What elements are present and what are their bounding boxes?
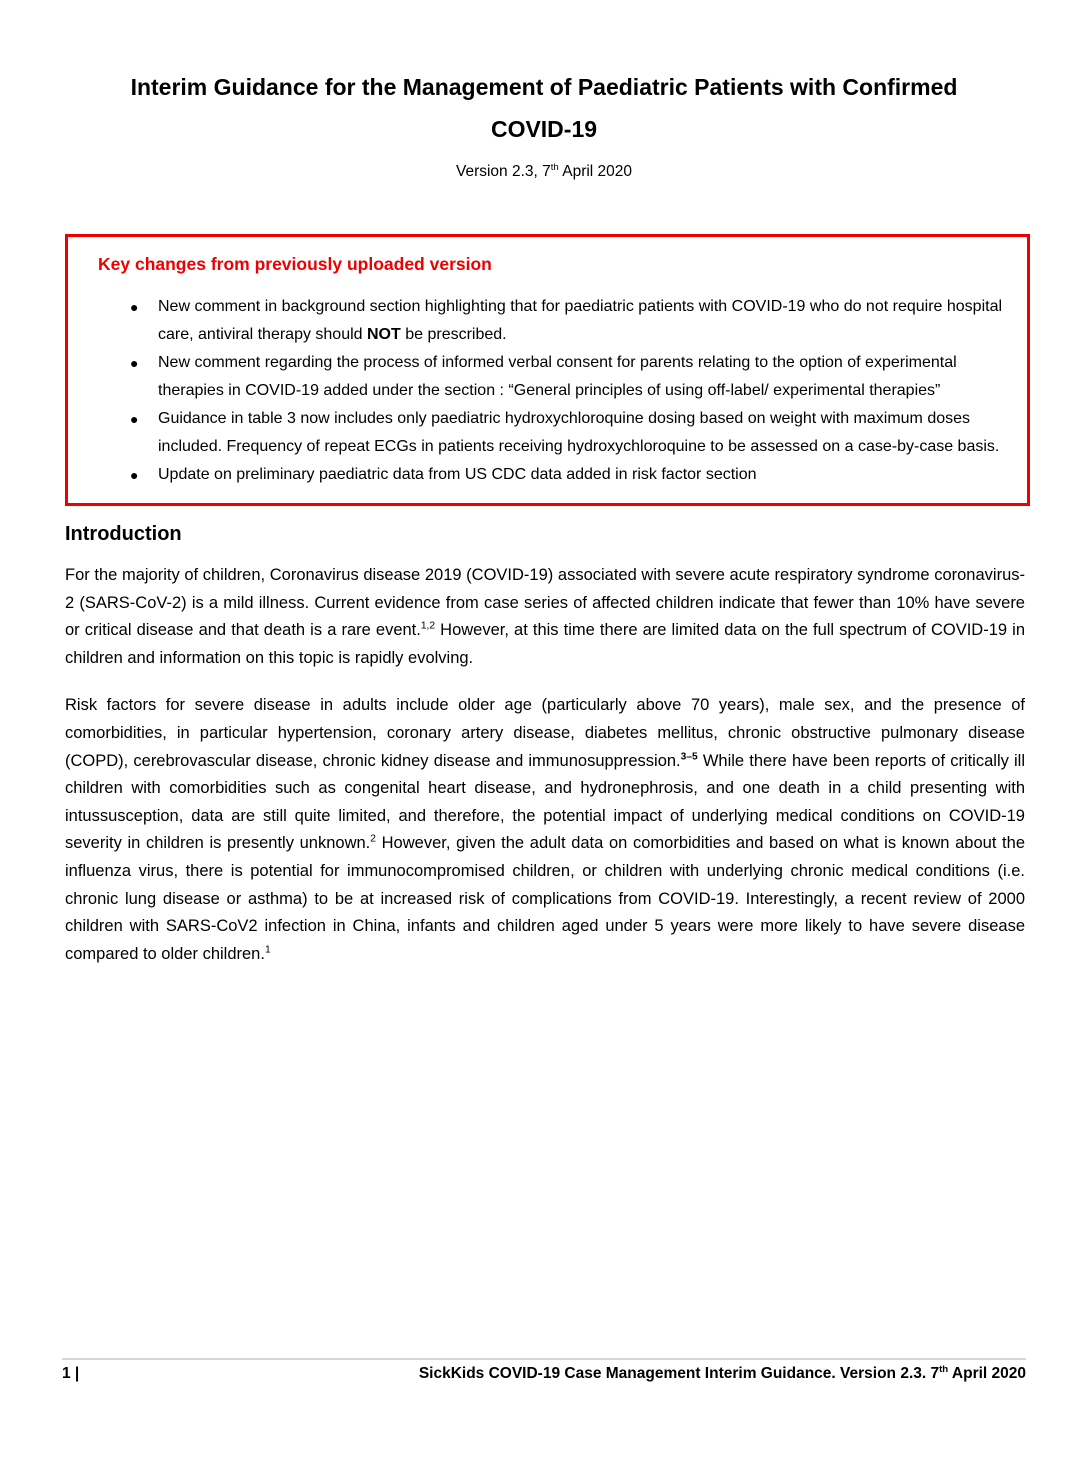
- key-changes-list: [96, 293, 1013, 489]
- bullet-icon: ●: [130, 355, 139, 371]
- version-line: Version 2.3, 7th April 2020: [455, 161, 633, 180]
- document-title: [0, 66, 1088, 150]
- list-item: [96, 405, 1013, 461]
- document-title-line-2: COVID-19: [490, 116, 598, 142]
- bullet-icon: ●: [130, 411, 139, 427]
- list-item: [96, 349, 1013, 405]
- document-page: [0, 66, 1088, 1474]
- bullet-icon: ●: [130, 299, 139, 315]
- footer-title: SickKids COVID-19 Case Management Interim Guidance. Version 2.3. 7th April 2020: [418, 1363, 1026, 1382]
- page-footer: [62, 1358, 1026, 1383]
- key-changes-box: [65, 234, 1030, 506]
- list-item-text: New comment in background section highlighting that for paediatric patients with COVID-19 who do not require hospital care, antiviral therapy should NOT be prescribed.: [158, 298, 1003, 343]
- list-item: [96, 293, 1013, 349]
- bullet-icon: ●: [130, 467, 139, 483]
- list-item-text: Update on preliminary paediatric data from US CDC data added in risk factor section: [158, 466, 757, 483]
- list-item-text: Guidance in table 3 now includes only paediatric hydroxychloroquine dosing based on weight with maximum doses included. Frequency of repeat ECGs in patients receiving hydroxychloroquine to be assessed on a case-by-case basis.: [158, 410, 1000, 455]
- introduction-paragraph-1: For the majority of children, Coronavirus disease 2019 (COVID-19) associated with severe acute respiratory syndrome coronavirus-2 (SARS-CoV-2) is a mild illness. Current evidence from case series of affected children indicate that fewer than 10% have severe or critical disease and that death is a rare event.$^{1,2}$ However, at this time there are limited data on the full spectrum of COVID-19 in children and information on this topic is rapidly evolving.: [65, 566, 1026, 667]
- list-item: [96, 461, 1013, 489]
- introduction-heading: Introduction: [65, 523, 182, 545]
- introduction-paragraph-2: Risk factors for severe disease in adults include older age (particularly above 70 years), male sex, and the presence of comorbidities, in particular hypertension, coronary artery disease, diabetes mellitus, chronic obstructive pulmonary disease (COPD), cerebrovascular disease, chronic kidney disease and immunosuppression.$^{3-5}$ While there have been reports of critically ill children with comorbidities such as congenital heart disease, and hydronephrosis, and one death in a child presenting with intussusception, data are still quite limited, and therefore, the potential impact of underlying medical conditions on COVID-19 severity in children is presently unknown.$^2$ However, given the adult data on comorbidities and based on what is known about the influenza virus, there is potential for immunocompromised children, or children with underlying chronic medical conditions (i.e. chronic lung disease or asthma) to be at increased risk of complications from COVID-19. Interestingly, a recent review of 2000 children with SARS-CoV2 infection in China, infants and children aged under 5 years were more likely to have severe disease compared to older children.$^1$: [65, 696, 1026, 963]
- key-changes-heading: Key changes from previously uploaded version: [98, 254, 492, 274]
- footer-page-number: 1 |: [62, 1365, 80, 1382]
- document-title-line-1: Interim Guidance for the Management of Paediatric Patients with Confirmed: [130, 74, 958, 100]
- list-item-text: New comment regarding the process of informed verbal consent for parents relating to the option of experimental therapies in COVID-19 added under the section : “General principles of using off-label/ experimental therapies”: [158, 354, 957, 399]
